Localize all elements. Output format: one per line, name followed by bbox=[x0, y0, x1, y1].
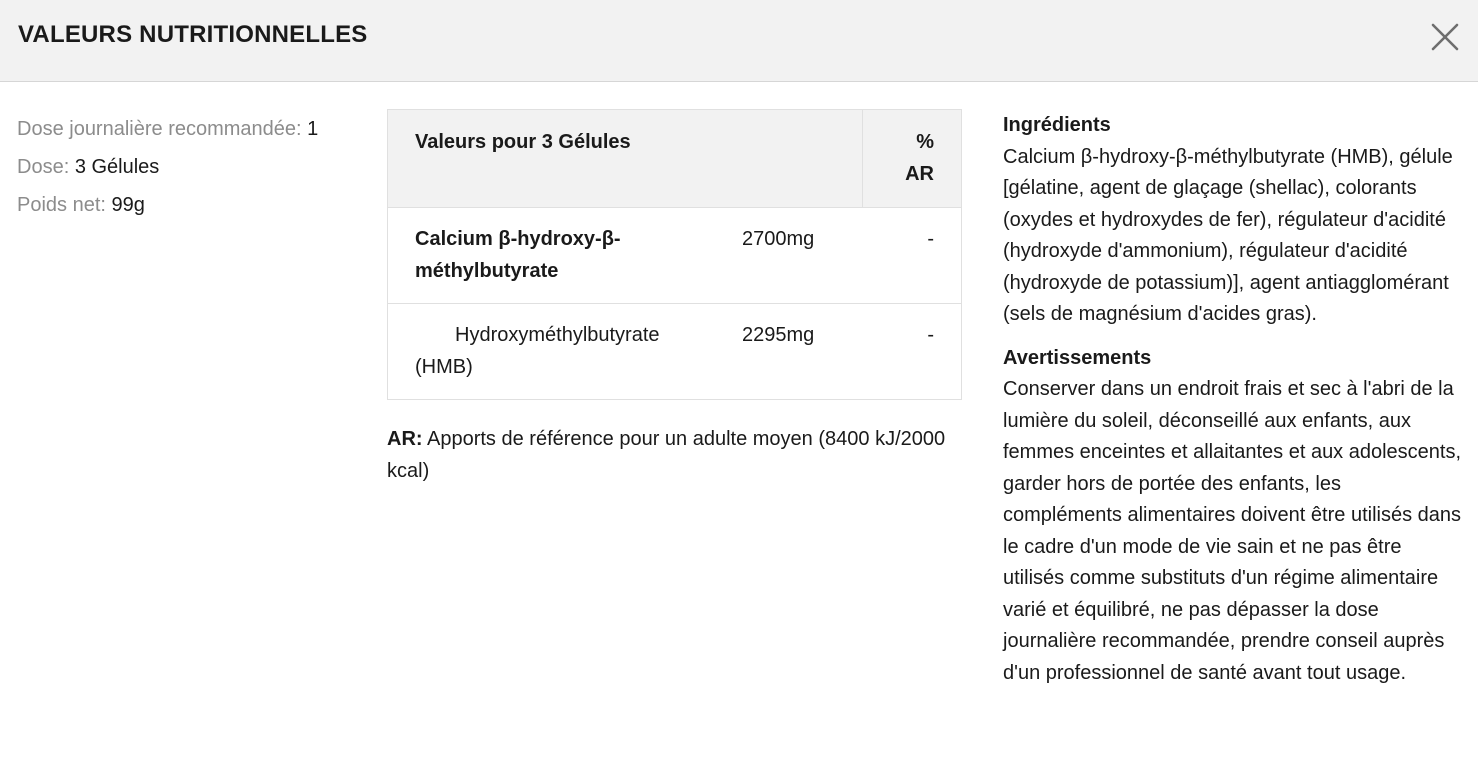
modal-title: VALEURS NUTRITIONNELLES bbox=[18, 21, 368, 48]
ingredients-text: Calcium β-hydroxy-β-méthylbutyrate (HMB), gélule [gélatine, agent de glaçage (shellac), colorants (oxydes et hydroxydes de fer), régulateur d'acidité (hydroxyde d'ammonium), régulateur d'acidité (hydroxyde de potassium)], agent antiagglomérant (sels de magnésium d'acides gras). bbox=[1003, 145, 1453, 325]
nutrient-name: Calcium β-hydroxy-β-méthylbutyrate bbox=[388, 208, 743, 304]
nutrition-table bbox=[387, 109, 962, 400]
pct-symbol: % bbox=[916, 131, 934, 153]
meta-daily-dose bbox=[17, 110, 377, 148]
meta-net-weight bbox=[17, 186, 377, 224]
warnings-section bbox=[1003, 343, 1463, 690]
warnings-title: Avertissements bbox=[1003, 346, 1152, 369]
meta-label: Dose: bbox=[17, 156, 70, 178]
meta-label: Dose journalière recommandée: bbox=[17, 118, 302, 140]
table-row bbox=[388, 304, 962, 400]
modal-header bbox=[0, 0, 1478, 82]
nutrient-amount: 2295mg bbox=[742, 304, 862, 400]
footnote-text: Apports de référence pour un adulte moyen (8400 kJ/2000 kcal) bbox=[387, 428, 946, 482]
nutrient-name bbox=[388, 304, 743, 400]
details-column bbox=[1003, 110, 1463, 701]
meta-value: 99g bbox=[111, 194, 145, 216]
pct-ar: AR bbox=[905, 162, 934, 185]
meta-value: 3 Gélules bbox=[74, 156, 160, 178]
table-row bbox=[388, 208, 962, 304]
table-header-label bbox=[388, 110, 863, 208]
nutrient-ar: - bbox=[862, 208, 962, 304]
table-header-pct bbox=[862, 110, 962, 208]
ingredients-title: Ingrédients bbox=[1003, 114, 1111, 136]
close-icon[interactable] bbox=[1428, 20, 1462, 54]
ingredients-section bbox=[1003, 110, 1463, 331]
warnings-text: Conserver dans un endroit frais et sec à l'abri de la lumière du soleil, déconseillé aux enfants, aux femmes enceintes et allaitantes et aux adolescents, garder hors de portée des enfants, les compléments alimentaires doivent être utilisés dans le cadre d'un mode de vie sain et ne pas être utilisés comme substituts d'un régime alimentaire varié et équilibré, ne pas dépasser la dose journalière recommandée, prendre conseil auprès d'un professionnel de santé avant tout usage. bbox=[1003, 378, 1462, 684]
meta-value: 1 bbox=[307, 118, 319, 140]
nutrient-ar: - bbox=[862, 304, 962, 400]
nutrient-amount: 2700mg bbox=[742, 208, 862, 304]
table-header-text: Valeurs pour 3 Gélules bbox=[415, 131, 631, 153]
product-meta bbox=[17, 110, 377, 224]
footnote-label: AR: bbox=[387, 428, 423, 450]
table-header-row bbox=[388, 110, 962, 208]
ar-footnote bbox=[387, 424, 947, 487]
nutrient-name-text: Hydroxyméthylbutyrate (HMB) bbox=[415, 324, 660, 378]
meta-label: Poids net: bbox=[17, 194, 106, 216]
meta-dose bbox=[17, 148, 377, 186]
